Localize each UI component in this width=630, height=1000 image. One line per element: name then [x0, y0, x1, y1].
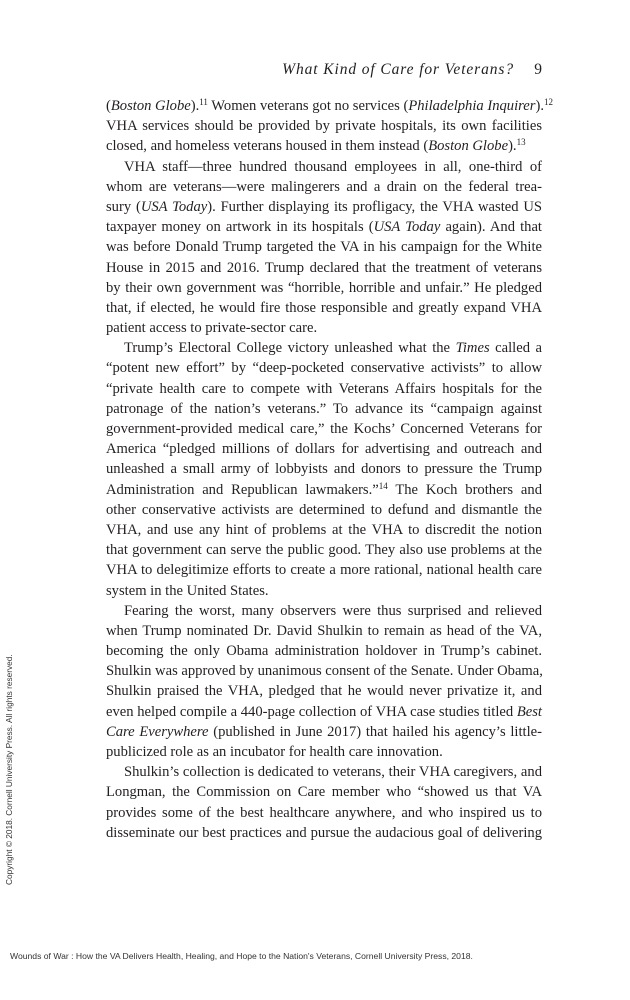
text-line: system in the United States. — [106, 582, 269, 599]
text-line: whom are veterans—were malingerers and a drain on the federal trea- — [106, 178, 542, 195]
text-run: ( — [106, 98, 111, 114]
text-line: VHA staff—three hundred thousand employees in all, one-third of — [124, 158, 542, 175]
text-line: VHA services should be provided by private hospitals, its own facilities — [106, 118, 542, 135]
text-run: Administration and Republican lawmakers.” — [106, 481, 379, 498]
text-line — [106, 338, 542, 358]
citation-title: USA Today — [140, 198, 208, 215]
text-line: disseminate our best practices and pursue the audacious goal of delivering — [106, 824, 542, 841]
citation-title: Boston Globe — [428, 138, 509, 155]
running-title: What Kind of Care for Veterans? — [282, 61, 514, 78]
text-line — [106, 722, 542, 742]
paragraph-5 — [106, 762, 542, 843]
book-title: Best — [516, 703, 542, 720]
citation-title: Times — [455, 340, 490, 357]
text-line: “potent new effort” by “deep-pocketed conservative activists” to allow — [106, 360, 542, 377]
footnote-ref: 11 — [199, 97, 208, 107]
text-line: was before Donald Trump targeted the VA in his campaign for the White — [106, 239, 542, 256]
text-run: ). — [535, 98, 544, 114]
text-run: The Koch brothers and — [387, 481, 543, 498]
text-line: patient access to private-sector care. — [106, 320, 318, 337]
text-line: Longman, the Commission on Care member who “showed us that VA — [106, 784, 542, 801]
citation-title: Boston Globe — [110, 98, 191, 114]
text-line: Shulkin praised the VHA, pledged that he would never privatize it, and — [106, 683, 542, 700]
text-line: that government can serve the public good. They also use problems at the — [106, 542, 542, 559]
page-number: 9 — [534, 61, 542, 78]
text-run: called a — [489, 340, 542, 357]
text-run: closed, and homeless veterans housed in them instead ( — [106, 138, 429, 155]
text-run: Trump’s Electoral College victory unleashed what the — [124, 340, 456, 357]
text-line — [106, 217, 542, 237]
footnote-ref: 13 — [516, 137, 526, 148]
text-line: unleashed a small army of lobbyists and donors to pressure the Trump — [106, 461, 542, 478]
text-run: Women veterans got no services ( — [207, 98, 409, 114]
book-title: Care Everywhere — [106, 723, 209, 740]
text-line: government-provided medical care,” the Kochs’ Concerned Veterans for — [106, 421, 542, 437]
running-head — [106, 61, 542, 83]
text-line: Shulkin was approved by unanimous consent of the Senate. Under Obama, — [106, 663, 543, 680]
text-line: VHA, and use any hint of problems at the VHA to discredit the notion — [106, 521, 542, 538]
footer-citation: Wounds of War : How the VA Delivers Health, Healing, and Hope to the Nation's Veterans, Cornell University Press, 2018. — [10, 951, 473, 961]
text-line: Fearing the worst, many observers were thus surprised and relieved — [124, 602, 542, 619]
footnote-ref: 14 — [378, 480, 388, 491]
citation-title: Philadelphia Inquirer — [408, 98, 536, 114]
text-line — [106, 197, 542, 217]
paragraph-3 — [106, 338, 542, 600]
text-line: by their own government was “horrible, horrible and unfair.” He pledged — [106, 279, 542, 296]
paragraph-2 — [106, 157, 542, 339]
text-line: publicized role as an incubator for health care innovation. — [106, 744, 443, 760]
text-line: provides some of the best healthcare anywhere, and who inspired us to — [106, 804, 542, 821]
text-run: again). And that — [440, 219, 542, 236]
text-line: “private health care to compete with Veterans Affairs hospitals for the — [106, 380, 542, 397]
text-line: House in 2015 and 2016. Trump declared that the treatment of veterans — [106, 259, 542, 276]
text-line — [106, 136, 542, 156]
text-line: VHA to delegitimize efforts to create a more rational, national health care — [106, 562, 542, 579]
text-line: other conservative activists are determined to defund and dismantle the — [106, 501, 542, 518]
paragraph-4 — [106, 601, 542, 763]
text-run: taxpayer money on artwork in its hospitals ( — [106, 219, 374, 236]
text-line: Shulkin’s collection is dedicated to veterans, their VHA caregivers, and — [124, 764, 542, 781]
text-run: ). — [508, 138, 517, 155]
text-line: patronage of the nation’s veterans.” To advance its “campaign against — [106, 400, 542, 417]
text-run: ). — [190, 98, 200, 114]
text-line: that, if elected, he would fire those responsible and greatly expand VHA — [106, 299, 542, 316]
body-text — [106, 96, 553, 843]
paragraph-1 — [106, 96, 553, 157]
text-line — [106, 96, 553, 116]
footnote-ref: 12 — [543, 97, 553, 107]
text-line: becoming the only Obama administration holdover in Trump’s cabinet. — [106, 643, 542, 660]
text-line — [106, 702, 542, 722]
text-line: America “pledged millions of dollars for advertising and outreach and — [106, 441, 542, 458]
citation-title: USA Today — [373, 219, 441, 236]
text-line — [106, 480, 542, 500]
text-line: when Trump nominated Dr. David Shulkin to remain as head of the VA, — [106, 622, 542, 639]
text-run: sury ( — [106, 198, 141, 215]
text-run: even helped compile a 440-page collection of VHA case studies titled — [106, 703, 517, 720]
copyright-notice: Copyright © 2018. Cornell University Press. All rights reserved. — [4, 654, 14, 885]
text-run: (published in June 2017) that hailed his agency’s little- — [208, 723, 542, 740]
text-run: ). Further displaying its profligacy, the VHA wasted US — [207, 198, 542, 215]
